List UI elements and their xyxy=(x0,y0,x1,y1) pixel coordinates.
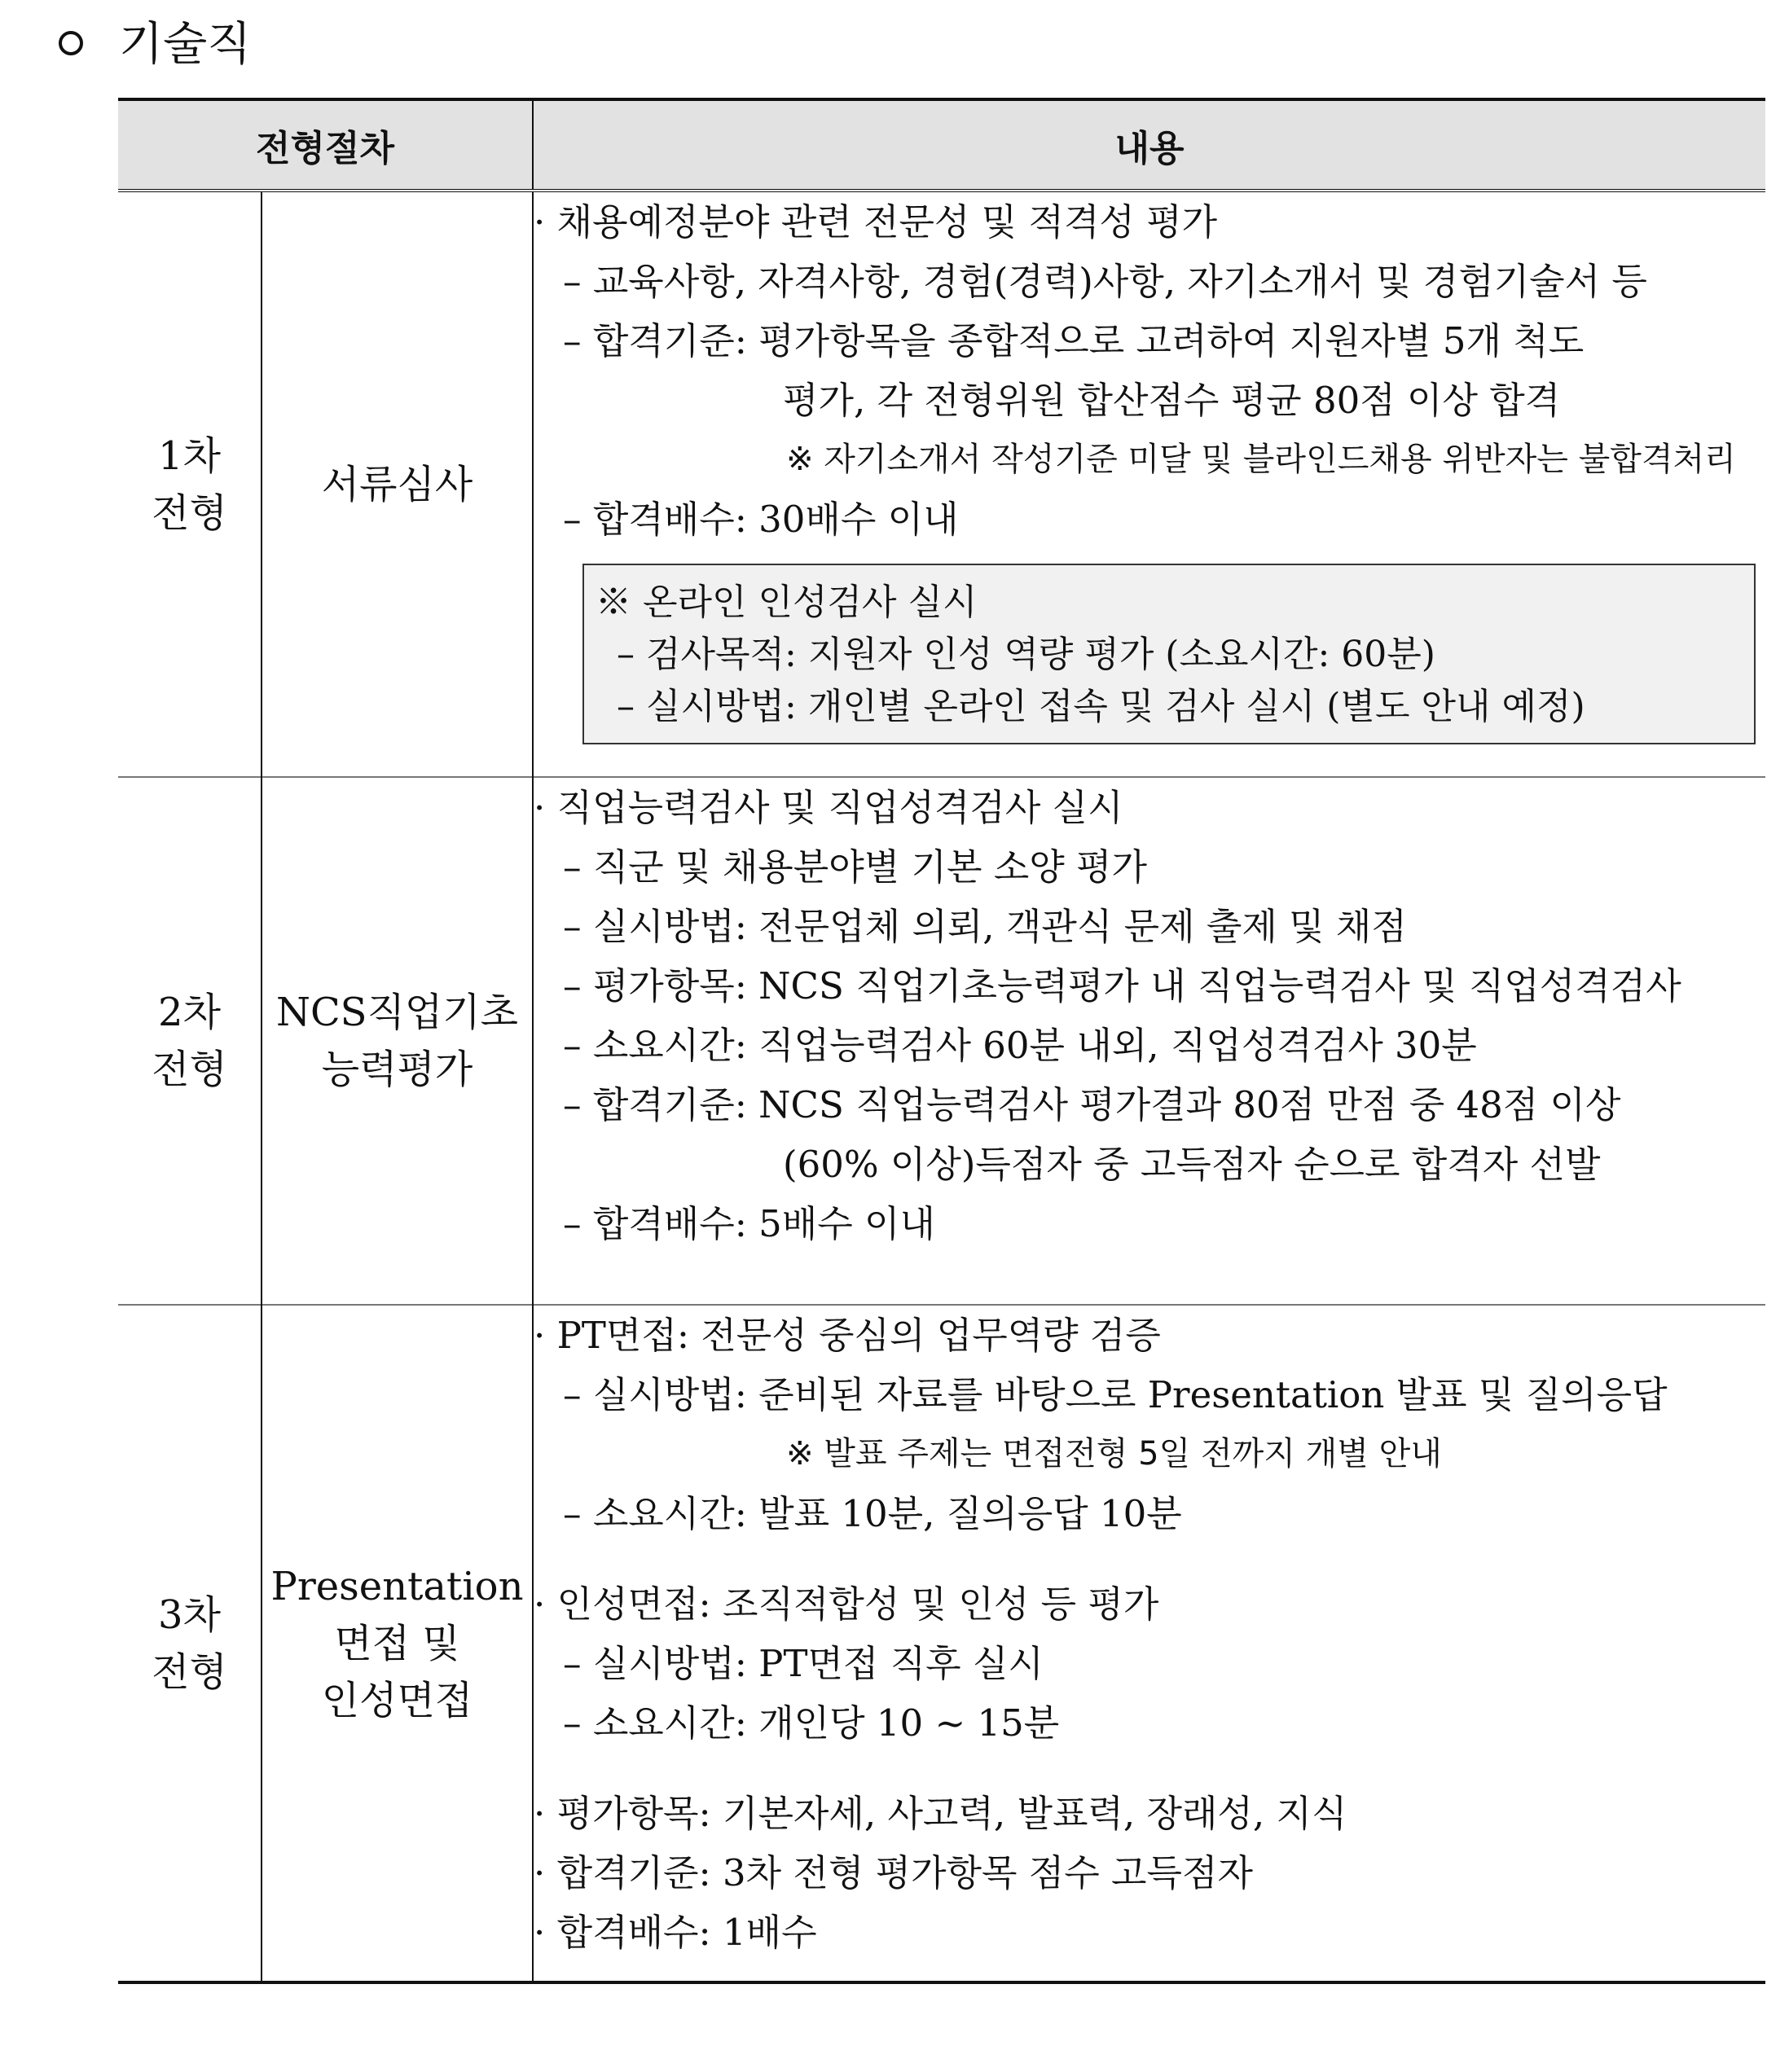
procedure-cell xyxy=(262,1305,533,1982)
procedure-name: Presentation xyxy=(270,1563,524,1609)
content-line: 평가, 각 전형위원 합산점수 평균 80점 이상 합격 xyxy=(783,379,1561,422)
content-line: – 소요시간: 발표 10분, 질의응답 10분 xyxy=(563,1492,1182,1535)
content-line: · PT면접: 전문성 중심의 업무역량 검증 xyxy=(534,1314,1161,1357)
content-note: ※ 자기소개서 작성기준 미달 및 블라인드채용 위반자는 불합격처리 xyxy=(786,441,1736,478)
stage-cell xyxy=(118,777,262,1305)
content-line: · 평가항목: 기본자세, 사고력, 발표력, 장래성, 지식 xyxy=(534,1792,1347,1835)
content-line: – 직군 및 채용분야별 기본 소양 평가 xyxy=(563,845,1147,889)
content-line: · 채용예정분야 관련 전문성 및 적격성 평가 xyxy=(534,200,1218,244)
content-line: (60% 이상)득점자 중 고득점자 순으로 합격자 선발 xyxy=(783,1143,1601,1186)
stage-number: 2차 xyxy=(158,990,221,1035)
content-cell xyxy=(533,777,1765,1305)
stage-number: 3차 xyxy=(158,1591,221,1638)
content-line: – 합격기준: 평가항목을 종합적으로 고려하여 지원자별 5개 척도 xyxy=(563,319,1585,362)
procedure-name: 능력평가 xyxy=(321,1047,473,1092)
procedure-name: 면접 및 xyxy=(334,1620,460,1666)
header-content: 내용 xyxy=(533,99,1765,191)
content-line: – 소요시간: 개인당 10 ~ 15분 xyxy=(563,1701,1060,1745)
header-procedure: 전형절차 xyxy=(118,99,533,191)
stage-label: 전형 xyxy=(152,489,227,536)
procedure-cell xyxy=(262,191,533,777)
content-note: ※ 발표 주제는 면접전형 5일 전까지 개별 안내 xyxy=(786,1435,1442,1473)
box-line: – 실시방법: 개인별 온라인 접속 및 검사 실시 (별도 안내 예정) xyxy=(617,686,1585,727)
procedure-cell xyxy=(262,777,533,1305)
procedure-name: NCS직업기초 xyxy=(275,990,519,1035)
table-row-stage-3 xyxy=(118,1305,1765,1982)
content-line: – 합격기준: NCS 직업능력검사 평가결과 80점 만점 중 48점 이상 xyxy=(563,1083,1621,1126)
procedure-name: 인성면접 xyxy=(321,1677,473,1723)
content-line: – 교육사항, 자격사항, 경험(경력)사항, 자기소개서 및 경험기술서 등 xyxy=(563,260,1647,303)
content-line: · 인성면접: 조직적합성 및 인성 등 평가 xyxy=(534,1583,1159,1626)
table-row-stage-1 xyxy=(118,191,1765,777)
content-line: – 합격배수: 5배수 이내 xyxy=(563,1202,935,1245)
content-line: – 평가항목: NCS 직업기초능력평가 내 직업능력검사 및 직업성격검사 xyxy=(563,964,1681,1007)
content-line: · 합격기준: 3차 전형 평가항목 점수 고득점자 xyxy=(534,1851,1253,1894)
content-line: · 합격배수: 1배수 xyxy=(534,1911,817,1954)
procedure-name: 서류심사 xyxy=(321,461,473,507)
section-title: 기술직 xyxy=(119,18,252,71)
stage-cell xyxy=(118,1305,262,1982)
online-test-notice-box xyxy=(582,564,1756,744)
table-row-stage-2 xyxy=(118,777,1765,1305)
stage-cell xyxy=(118,191,262,777)
content-line: – 실시방법: 준비된 자료를 바탕으로 Presentation 발표 및 질의응답 xyxy=(563,1373,1668,1416)
box-line: – 검사목적: 지원자 인성 역량 평가 (소요시간: 60분) xyxy=(617,634,1435,675)
content-cell xyxy=(533,191,1765,777)
section-heading xyxy=(59,8,251,73)
box-line: ※ 온라인 인성검사 실시 xyxy=(596,582,978,623)
content-cell xyxy=(533,1305,1765,1982)
table-header-row xyxy=(118,99,1765,191)
content-line: · 직업능력검사 및 직업성격검사 실시 xyxy=(534,786,1123,829)
content-line: – 실시방법: PT면접 직후 실시 xyxy=(563,1642,1044,1685)
content-line: – 합격배수: 30배수 이내 xyxy=(563,498,959,541)
recruitment-procedure-table xyxy=(118,98,1765,1984)
content-line: – 실시방법: 전문업체 의뢰, 객관식 문제 출제 및 채점 xyxy=(563,905,1407,948)
stage-label: 전형 xyxy=(152,1648,227,1695)
stage-number: 1차 xyxy=(158,432,221,479)
content-line: – 소요시간: 직업능력검사 60분 내외, 직업성격검사 30분 xyxy=(563,1024,1477,1067)
circle-bullet-icon xyxy=(59,31,83,55)
stage-label: 전형 xyxy=(152,1047,227,1092)
